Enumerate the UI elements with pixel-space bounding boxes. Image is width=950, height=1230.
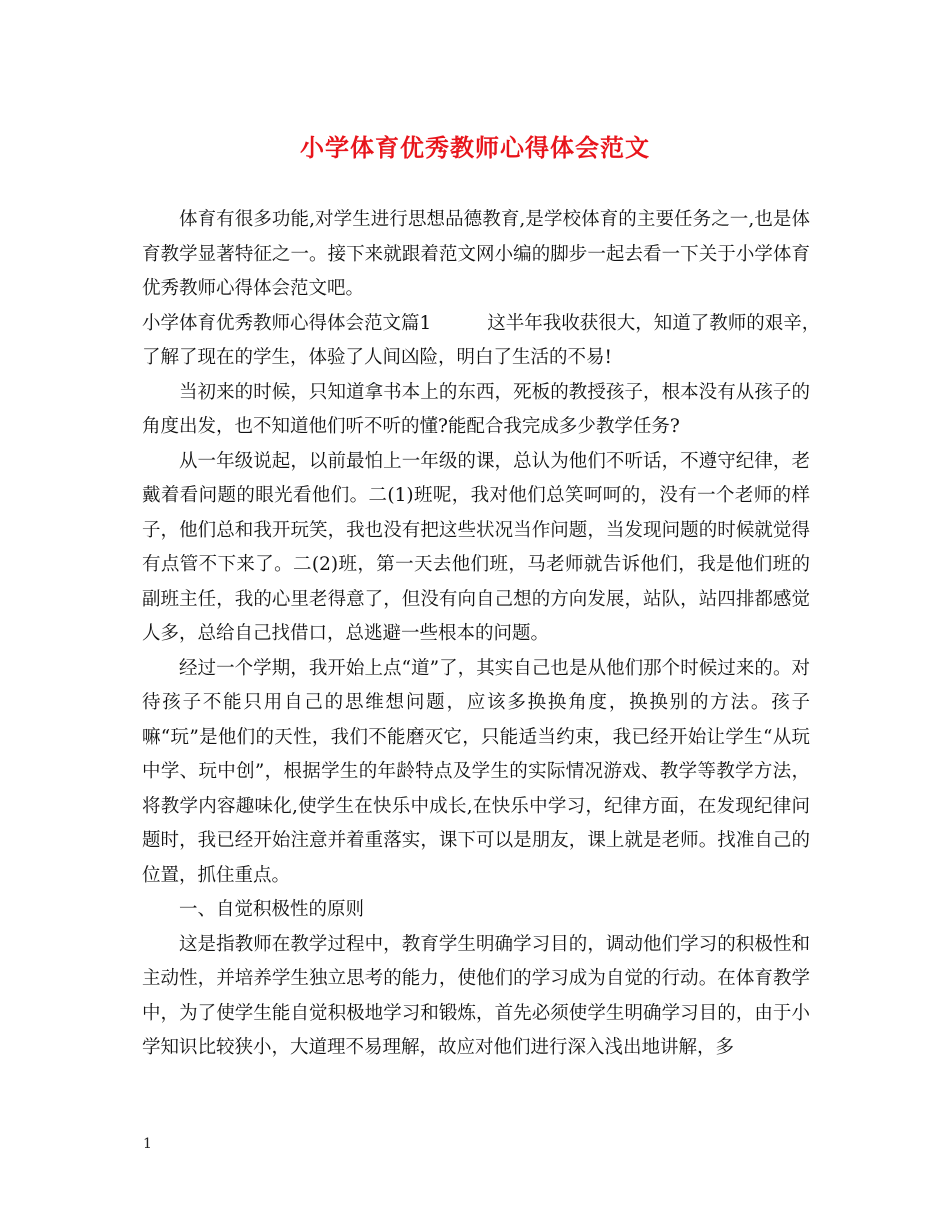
paragraph-1: 当初来的时候，只知道拿书本上的东西，死板的教授孩子，根本没有从孩子的角度出发，也不知道他们听不听的懂?能配合我完成多少教学任务? xyxy=(142,381,810,437)
section-heading-line xyxy=(142,307,821,342)
intro-paragraph: 体育有很多功能,对学生进行思想品德教育,是学校体育的主要任务之一,也是体育教学显著特征之一。接下来就跟着范文网小编的脚步一起去看一下关于小学体育优秀教师心得体会范文吧。 xyxy=(142,209,810,299)
page-number: 1 xyxy=(143,1136,152,1152)
section-continuation: 了解了现在的学生，体验了人间凶险，明白了生活的不易! xyxy=(142,347,612,368)
paragraph-2: 从一年级说起，以前最怕上一年级的课，总认为他们不听话，不遵守纪律，老戴着看问题的眼光看他们。二(1)班呢，我对他们总笑呵呵的，没有一个老师的样子，他们总和我开玩笑，我也没有把这些状况当作问题，当发现问题的时候就觉得有点管不下来了。二(2)班，第一天去他们班，马老师就告诉他们，我是他们班的副班主任，我的心里老得意了，但没有向自己想的方向发展，站队，站四排都感觉人多，总给自己找借口，总逃避一些根本的问题。 xyxy=(142,450,810,644)
document-title: 小学体育优秀教师心得体会范文 xyxy=(300,133,650,162)
subheading-principle: 一、自觉积极性的原则 xyxy=(179,899,365,920)
paragraph-3: 经过一个学期，我开始上点“道”了，其实自己也是从他们那个时候过来的。对待孩子不能只用自己的思维想问题，应该多换换角度，换换别的方法。孩子嘛“玩”是他们的天性，我们不能磨灭它，只能适当约束，我已经开始让学生“从玩中学、玩中创”，根据学生的年龄特点及学生的实际情况游戏、教学等教学方法，将教学内容趣味化,使学生在快乐中成长,在快乐中学习，纪律方面，在发现纪律问题时，我已经开始注意并着重落实，课下可以是朋友，课上就是老师。找准自己的位置，抓住重点。 xyxy=(142,657,810,886)
section-heading: 小学体育优秀教师心得体会范文篇1 xyxy=(142,312,432,334)
paragraph-4: 这是指教师在教学过程中，教育学生明确学习目的，调动他们学习的积极性和主动性，并培养学生独立思考的能力，使他们的学习成为自觉的行动。在体育教学中，为了使学生能自觉积极地学习和锻炼，首先必须使学生明确学习目的，由于小学知识比较狭小，大道理不易理解，故应对他们进行深入浅出地讲解，多 xyxy=(142,933,810,1058)
section-heading-text: 这半年我收获很大，知道了教师的艰辛， xyxy=(487,312,821,334)
document-body xyxy=(142,203,821,1066)
